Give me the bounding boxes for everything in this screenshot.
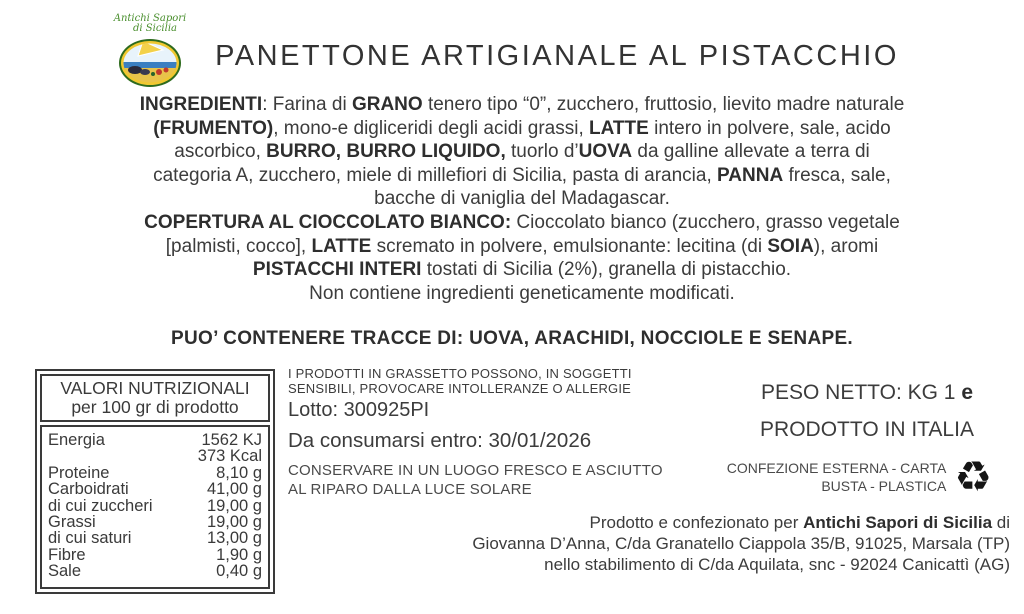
nutrient-label: Sale <box>48 562 82 581</box>
text-line: ascorbico, BURRO, BURRO LIQUIDO, tuorlo d’UOVA da galline allevate a terra di <box>174 141 870 163</box>
nutrient-value: 8,10 g <box>216 463 262 482</box>
nutrition-header-subtitle: per 100 gr di prodotto <box>71 397 239 417</box>
storage-instructions <box>288 462 688 499</box>
nutrition-header-title: VALORI NUTRIZIONALI <box>60 378 250 398</box>
text-line: PISTACCHI INTERI tostati di Sicilia (2%), granella di pistacchio. <box>252 259 792 281</box>
text-line: Giovanna D’Anna, C/da Granatello Ciappola 35/B, 91025, Marsala (TP) <box>472 534 1010 553</box>
storage-line1: CONSERVARE IN UN LUOGO FRESCO E ASCIUTTO <box>288 462 663 479</box>
storage-line2: AL RIPARO DALLA LUCE SOLARE <box>288 480 532 498</box>
ingredients-paragraph <box>30 93 1014 305</box>
nutrition-table-header <box>40 374 270 422</box>
best-before-date: Da consumarsi entro: 30/01/2026 <box>288 429 592 452</box>
page-title: PANETTONE ARTIGIANALE AL PISTACCHIO <box>215 40 899 72</box>
packaging-line2: BUSTA - PLASTICA <box>821 478 947 494</box>
table-row <box>48 432 262 448</box>
nutrient-label: di cui zuccheri <box>48 496 153 515</box>
net-weight: PESO NETTO: KG 1 e <box>760 381 974 404</box>
logo-text-line2: di Sicilia <box>133 23 177 34</box>
nutrient-label: di cui saturi <box>48 529 132 548</box>
table-row <box>48 563 262 579</box>
packaging-text <box>727 459 947 495</box>
lot-number: Lotto: 300925PI <box>288 399 430 421</box>
table-row <box>48 448 262 464</box>
table-row <box>48 481 262 497</box>
bold-products-note <box>288 367 688 396</box>
table-row <box>48 498 262 514</box>
text-line: COPERTURA AL CIOCCOLATO BIANCO: Cioccolato bianco (zucchero, grasso vegetale <box>144 211 900 233</box>
text-line: categoria A, zucchero, miele di millefiori di Sicilia, pasta di arancia, PANNA fresca, sale, <box>153 164 891 186</box>
text-line: Prodotto e confezionato per Antichi Sapori di Sicilia di <box>589 513 1010 532</box>
text-line: [palmisti, cocco], LATTE scremato in polvere, emulsionante: lecitina (di SOIA), aromi <box>165 235 879 257</box>
recycle-icon: ♻ <box>954 452 992 501</box>
nutrient-label: Energia <box>48 431 105 449</box>
nutrient-value: 13,00 g <box>206 529 262 548</box>
text-line: (FRUMENTO), mono-e digliceridi degli acidi grassi, LATTE intero in polvere, sale, acido <box>153 117 891 139</box>
packaging-info <box>650 452 992 501</box>
weight-origin-block <box>724 381 1010 442</box>
table-row <box>48 514 262 530</box>
nutrient-value: 19,00 g <box>206 496 262 515</box>
nutrient-value: 41,00 g <box>206 480 262 499</box>
nutrient-label: Proteine <box>48 463 110 482</box>
bold-note-line2: SENSIBILI, PROVOCARE INTOLLERANZE O ALLERGIE <box>288 380 632 396</box>
nutrient-value: 373 Kcal <box>197 447 262 466</box>
text-line: bacche di vaniglia del Madagascar. <box>374 188 670 210</box>
table-row <box>48 547 262 563</box>
nutrient-value: 0,40 g <box>216 562 262 581</box>
country-of-origin: PRODOTTO IN ITALIA <box>760 418 974 441</box>
packaging-line1: CONFEZIONE ESTERNA - CARTA <box>726 460 947 476</box>
logo-text-line1: Antichi Sapori <box>113 13 187 24</box>
allergen-warning: PUO’ CONTENERE TRACCE DI: UOVA, ARACHIDI, NOCCIOLE E SENAPE. <box>171 328 853 349</box>
producer-info <box>290 512 1010 575</box>
nutrient-value: 1562 KJ <box>201 431 262 449</box>
text-line: nello stabilimento di C/da Aquilata, snc - 92024 Canicattì (AG) <box>544 555 1010 574</box>
nutrition-table <box>35 369 275 594</box>
nutrient-label: Carboidrati <box>48 480 129 499</box>
text-line: Non contiene ingredienti geneticamente modificati. <box>309 282 735 304</box>
text-line: INGREDIENTI: Farina di GRANO tenero tipo “0”, zucchero, fruttosio, lievito madre naturale <box>139 94 905 115</box>
nutrient-value: 19,00 g <box>206 513 262 532</box>
bold-note-line1: I PRODOTTI IN GRASSETTO POSSONO, IN SOGGETTI <box>288 366 632 381</box>
table-row <box>48 465 262 481</box>
table-row <box>48 530 262 546</box>
nutrition-table-body <box>40 425 270 589</box>
nutrient-value: 1,90 g <box>216 545 262 564</box>
nutrient-label: Grassi <box>48 513 96 532</box>
nutrient-label: Fibre <box>48 545 86 564</box>
